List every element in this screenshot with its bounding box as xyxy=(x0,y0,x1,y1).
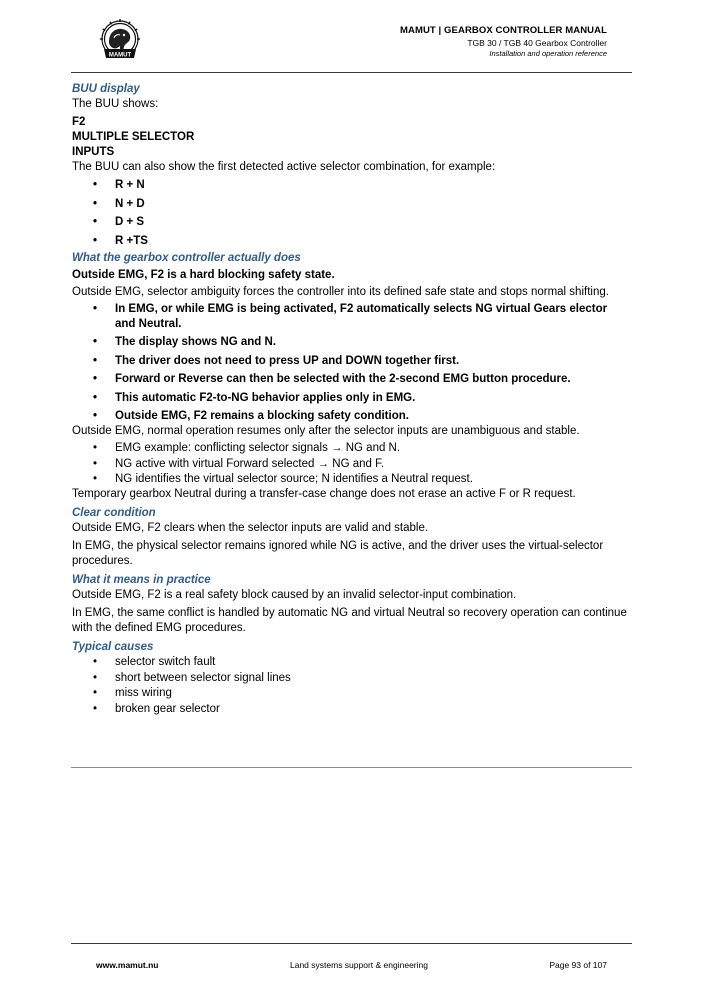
combo-intro: The BUU can also show the first detected active selector combination, for example: xyxy=(72,161,496,173)
list-item: • short between selector signal lines xyxy=(115,671,628,686)
heading-clear-condition: Clear condition xyxy=(72,507,156,519)
practice-p1: Outside EMG, F2 is a real safety block caused by an invalid selector-input combination. xyxy=(72,589,517,601)
heading-in-practice: What it means in practice xyxy=(72,574,211,586)
controller-after: Outside EMG, normal operation resumes only after the selector inputs are unambiguous and stable. xyxy=(72,425,580,437)
list-item: • Forward or Reverse can then be selected with the 2-second EMG button procedure. xyxy=(115,372,628,387)
emg-behavior-list xyxy=(72,302,628,425)
heading-typical-causes: Typical causes xyxy=(72,641,154,653)
main-content xyxy=(72,82,628,717)
controller-lead: Outside EMG, F2 is a hard blocking safety state. xyxy=(72,268,335,281)
footer-divider xyxy=(71,943,632,944)
reference-subtitle: Installation and operation reference xyxy=(489,48,607,58)
heading-controller-behavior: What the gearbox controller actually does xyxy=(72,251,301,264)
list-item: • The driver does not need to press UP and DOWN together first. xyxy=(115,354,628,369)
section-end-divider xyxy=(71,767,632,768)
list-item: • Outside EMG, F2 remains a blocking safety condition. xyxy=(115,409,628,424)
fault-message-line2: INPUTS xyxy=(72,146,115,158)
list-item: • N + D xyxy=(115,197,628,212)
selector-combo-list xyxy=(72,178,628,249)
list-item: • NG active with virtual Forward selected → NG and F. xyxy=(115,457,628,472)
list-item: • D + S xyxy=(115,215,628,230)
footer-tagline: Land systems support & engineering xyxy=(290,960,428,970)
causes-list xyxy=(72,655,628,717)
heading-buu-display: BUU display xyxy=(72,83,140,95)
header-divider xyxy=(71,72,632,73)
list-item: • This automatic F2-to-NG behavior applies only in EMG. xyxy=(115,391,628,406)
practice-p2: In EMG, the same conflict is handled by automatic NG and virtual Neutral so recovery operation can continue with the defined EMG procedures. xyxy=(72,607,627,634)
list-item: • In EMG, or while EMG is being activated, F2 automatically selects NG virtual Gears elector and Neutral. xyxy=(115,302,628,332)
controller-note: Temporary gearbox Neutral during a transfer-case change does not erase an active F or R request. xyxy=(72,488,576,500)
footer-website: www.mamut.nu xyxy=(96,960,159,970)
buu-intro: The BUU shows: xyxy=(72,98,159,110)
fault-message-line1: MULTIPLE SELECTOR xyxy=(72,131,195,143)
document-header xyxy=(400,25,607,58)
list-item: • selector switch fault xyxy=(115,655,628,670)
list-item: • miss wiring xyxy=(115,686,628,701)
list-item: • R + N xyxy=(115,178,628,193)
svg-text:MAMUT: MAMUT xyxy=(108,52,132,59)
fault-code: F2 xyxy=(72,116,86,128)
clear-p1: Outside EMG, F2 clears when the selector inputs are valid and stable. xyxy=(72,522,429,534)
list-item: • broken gear selector xyxy=(115,702,628,717)
list-item: • EMG example: conflicting selector signals → NG and N. xyxy=(115,441,628,456)
clear-p2: In EMG, the physical selector remains ignored while NG is active, and the driver uses the virtual-selector procedures. xyxy=(72,540,604,567)
list-item: • R +TS xyxy=(115,234,628,249)
list-item: • NG identifies the virtual selector source; N identifies a Neutral request. xyxy=(115,472,628,487)
controller-subtitle: TGB 30 / TGB 40 Gearbox Controller xyxy=(467,37,607,48)
mamut-logo xyxy=(94,18,146,62)
emg-examples-list xyxy=(72,441,628,487)
list-item: • The display shows NG and N. xyxy=(115,335,628,350)
manual-title: MAMUT | GEARBOX CONTROLLER MANUAL xyxy=(399,25,607,36)
page-number: Page 93 of 107 xyxy=(549,960,607,970)
controller-body: Outside EMG, selector ambiguity forces the controller into its defined safe state and stops normal shifting. xyxy=(72,285,609,298)
